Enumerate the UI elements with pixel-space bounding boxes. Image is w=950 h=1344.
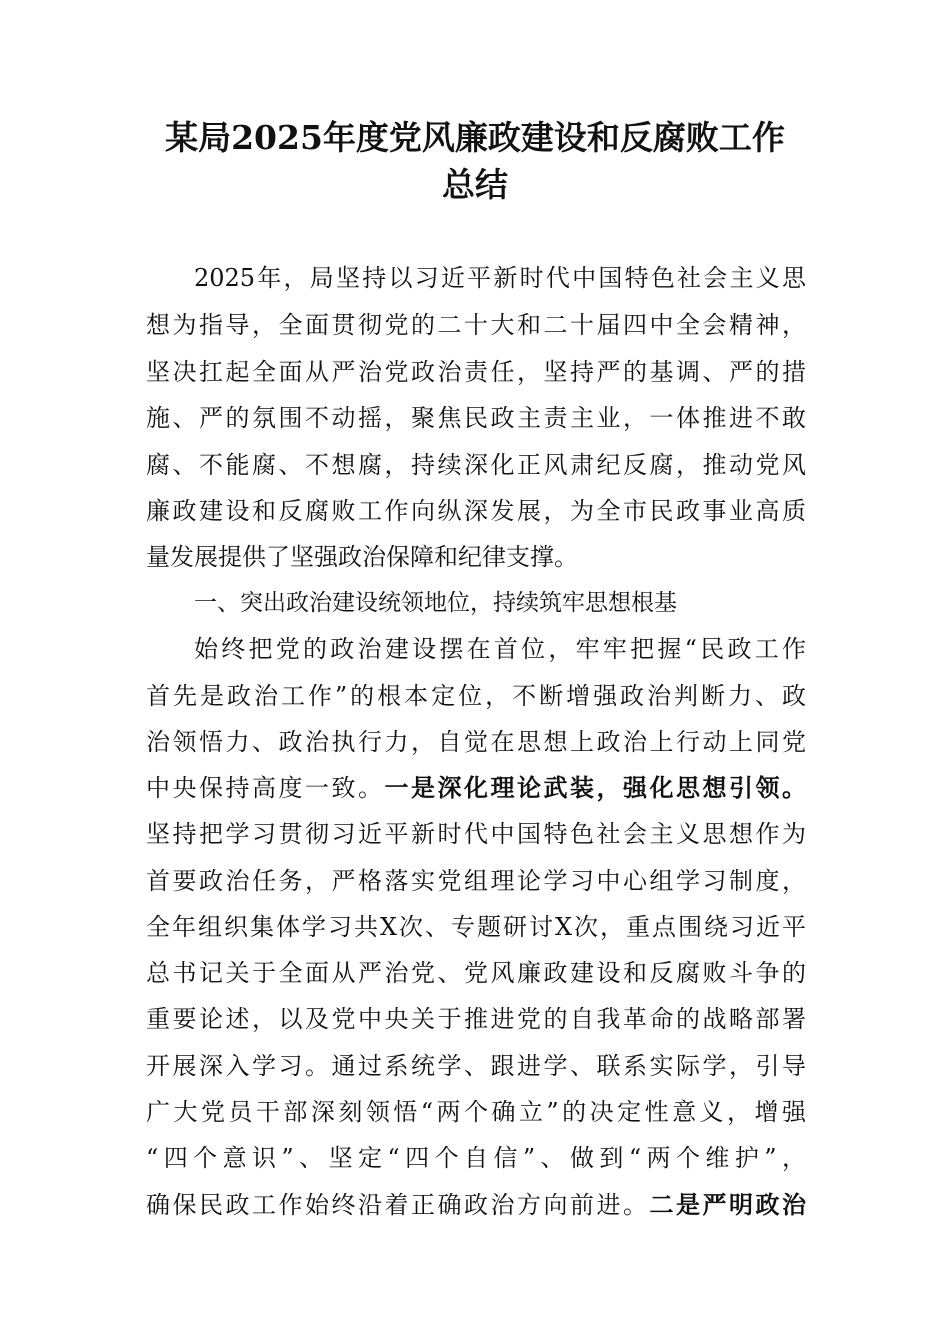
- paragraph-line: 始终把党的政治建设摆在首位，牢牢把握“民政工作: [194, 635, 806, 663]
- paragraph-line: 坚决扛起全面从严治党政治责任，坚持严的基调、严的措: [146, 358, 806, 386]
- paragraph-line: 首先是政治工作”的根本定位，不断增强政治判断力、政: [146, 682, 806, 710]
- paragraph-line-mixed: [146, 772, 806, 804]
- paragraph-line: 开展深入学习。通过系统学、跟进学、联系实际学，引导: [146, 1052, 806, 1080]
- paragraph-line: 腐、不能腐、不想腐，持续深化正风肃纪反腐，推动党风: [146, 451, 806, 479]
- document-title-line-2: 总结: [442, 165, 508, 204]
- paragraph-line: 广大党员干部深刻领悟“两个确立”的决定性意义，增强: [146, 1098, 806, 1126]
- normal-text: 确保民政工作始终沿着正确政治方向前进。: [146, 1191, 650, 1219]
- paragraph-line: 治领悟力、政治执行力，自觉在思想上政治上行动上同党: [146, 728, 806, 756]
- bold-emphasis: 一是深化理论武装，强化思想引领。: [384, 773, 806, 802]
- document-title-line-1: 某局2025年度党风廉政建设和反腐败工作: [165, 118, 785, 157]
- paragraph-line: 廉政建设和反腐败工作向纵深发展，为全市民政事业高质: [146, 497, 806, 525]
- paragraph-line: 坚持把学习贯彻习近平新时代中国特色社会主义思想作为: [146, 820, 806, 848]
- paragraph-line: 全年组织集体学习共X次、专题研讨X次，重点围绕习近平: [146, 913, 806, 941]
- paragraph-line-mixed: [146, 1189, 806, 1221]
- paragraph-line: 首要政治任务，严格落实党组理论学习中心组学习制度，: [146, 867, 806, 895]
- paragraph-line: “四个意识”、坚定“四个自信”、做到“两个维护”，: [146, 1144, 806, 1172]
- paragraph-line: 2025年，局坚持以习近平新时代中国特色社会主义思: [194, 264, 806, 292]
- section-heading: 一、突出政治建设统领地位，持续筑牢思想根基: [194, 590, 677, 616]
- paragraph-line: 量发展提供了坚强政治保障和纪律支撑。: [146, 543, 578, 571]
- paragraph-line: 想为指导，全面贯彻党的二十大和二十届四中全会精神，: [146, 311, 806, 339]
- paragraph-line: 重要论述，以及党中央关于推进党的自我革命的战略部署: [146, 1005, 806, 1033]
- normal-text: 中央保持高度一致。: [146, 774, 385, 802]
- paragraph-line: 施、严的氛围不动摇，聚焦民政主责主业，一体推进不敢: [146, 404, 806, 432]
- bold-emphasis: 二是严明政治: [649, 1190, 806, 1219]
- paragraph-line: 总书记关于全面从严治党、党风廉政建设和反腐败斗争的: [146, 959, 806, 987]
